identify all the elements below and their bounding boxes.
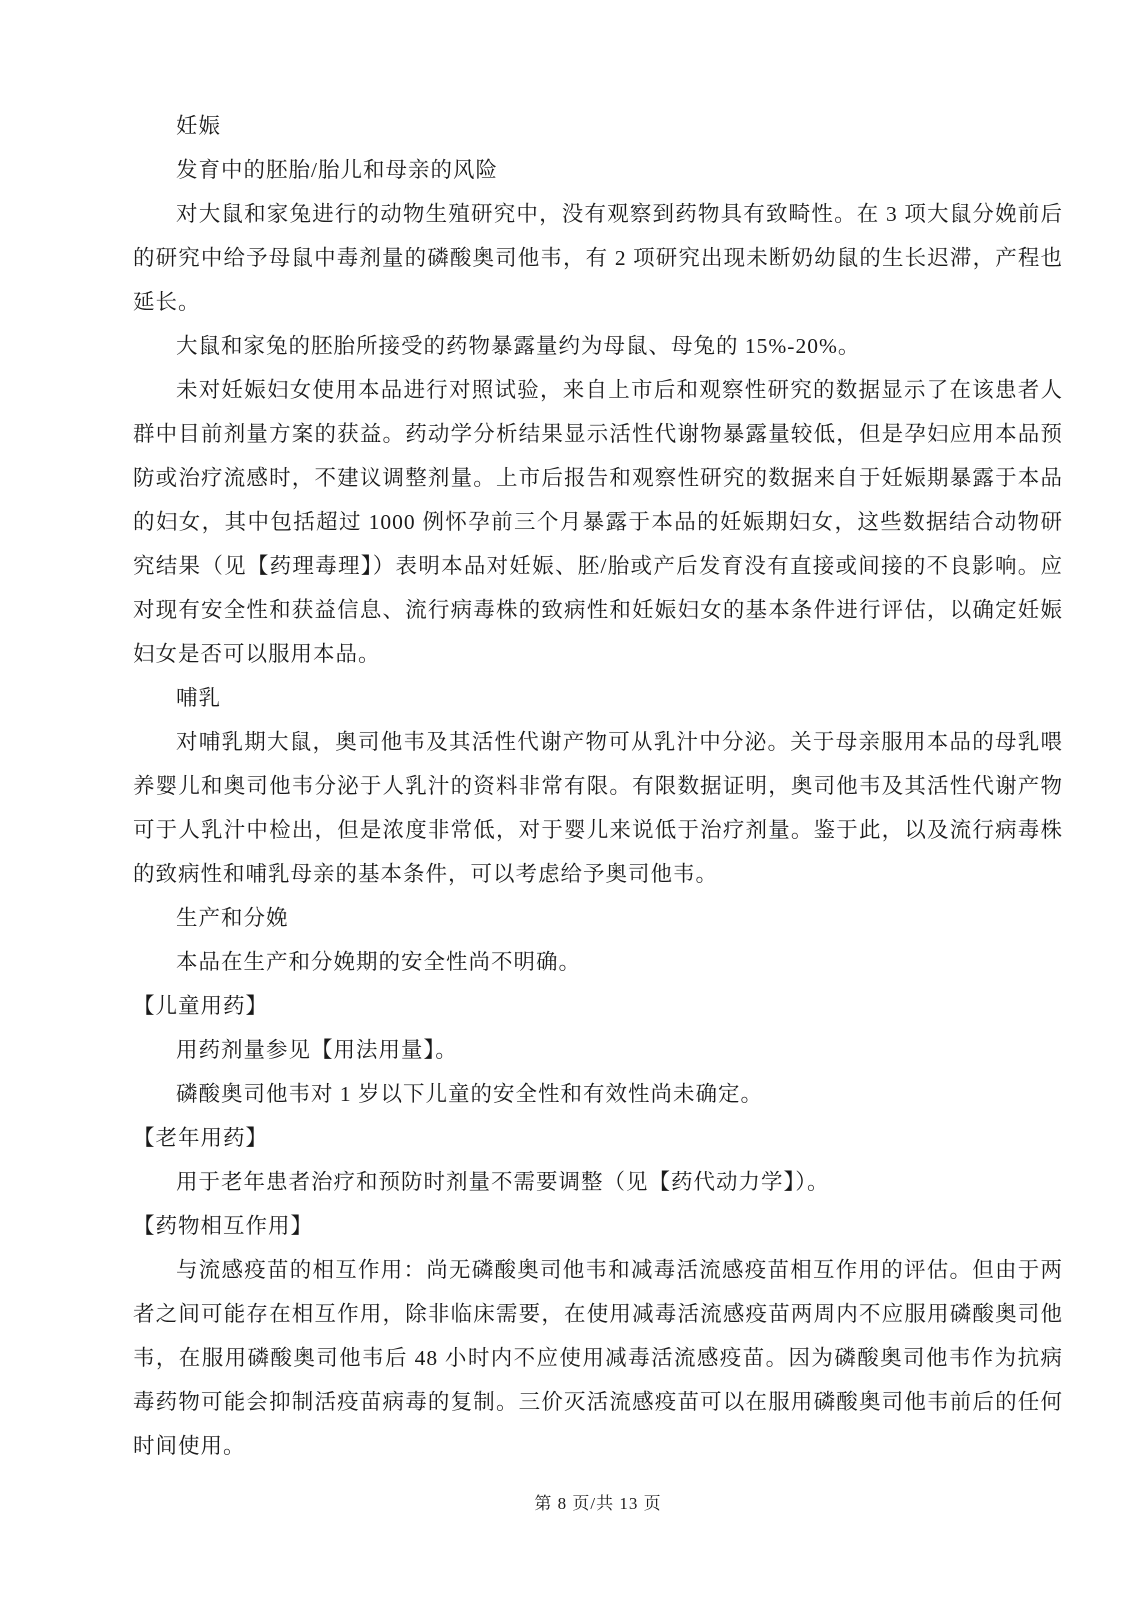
subheading-lactation: 哺乳 (176, 686, 222, 710)
paragraph-lactation-data: 对哺乳期大鼠，奥司他韦及其活性代谢产物可从乳汁中分泌。关于母亲服用本品的母乳喂养婴儿和奥司他韦分泌于人乳汁的资料非常有限。有限数据证明，奥司他韦及其活性代谢产物可于人乳汁中检出，但是浓度非常低，对于婴儿来说低于治疗剂量。鉴于此，以及流行病毒株的致病性和哺乳母亲的基本条件，可以考虑给予奥司他韦。 (133, 730, 1063, 886)
paragraph-pregnant-women-data: 未对妊娠妇女使用本品进行对照试验，来自上市后和观察性研究的数据显示了在该患者人群中目前剂量方案的获益。药动学分析结果显示活性代谢物暴露量较低，但是孕妇应用本品预防或治疗流感时，不建议调整剂量。上市后报告和观察性研究的数据来自于妊娠期暴露于本品的妇女，其中包括超过 1000 例怀孕前三个月暴露于本品的妊娠期妇女，这些数据结合动物研究结果（见【药理毒理】）表明本品对妊娠、胚/胎或产后发育没有直接或间接的不良影响。应对现有安全性和获益信息、流行病毒株的致病性和妊娠妇女的基本条件进行评估，以确定妊娠妇女是否可以服用本品。 (133, 378, 1063, 666)
subheading-pregnancy: 妊娠 (176, 114, 222, 138)
paragraph-pediatric-dosage-ref: 用药剂量参见【用法用量】。 (176, 1038, 458, 1062)
section-heading-geriatric-use: 【老年用药】 (133, 1126, 269, 1150)
page-footer (133, 1488, 1063, 1520)
paragraph-labor-safety: 本品在生产和分娩期的安全性尚不明确。 (176, 950, 582, 974)
paragraph-vaccine-interaction: 与流感疫苗的相互作用：尚无磷酸奥司他韦和减毒活流感疫苗相互作用的评估。但由于两者之间可能存在相互作用，除非临床需要，在使用减毒活流感疫苗两周内不应服用磷酸奥司他韦，在服用磷酸奥司他韦后 48 小时内不应使用减毒活流感疫苗。因为磷酸奥司他韦作为抗病毒药物可能会抑制活疫苗病毒的复制。三价灭活流感疫苗可以在服用磷酸奥司他韦前后的任何时间使用。 (133, 1258, 1063, 1458)
section-heading-pediatric-use: 【儿童用药】 (133, 994, 269, 1018)
document-body (133, 104, 1063, 1468)
page-number: 第 8 页/共 13 页 (534, 1494, 662, 1513)
paragraph-animal-reproduction: 对大鼠和家兔进行的动物生殖研究中，没有观察到药物具有致畸性。在 3 项大鼠分娩前后的研究中给予母鼠中毒剂量的磷酸奥司他韦，有 2 项研究出现未断奶幼鼠的生长迟滞，产程也延长。 (133, 202, 1063, 314)
subheading-labor-delivery: 生产和分娩 (176, 906, 289, 930)
paragraph-geriatric-dose: 用于老年患者治疗和预防时剂量不需要调整（见【药代动力学】）。 (176, 1170, 830, 1194)
paragraph-embryo-exposure: 大鼠和家兔的胚胎所接受的药物暴露量约为母鼠、母兔的 15%-20%。 (176, 334, 861, 358)
section-heading-drug-interactions: 【药物相互作用】 (133, 1214, 314, 1238)
subheading-fetal-maternal-risk: 发育中的胚胎/胎儿和母亲的风险 (176, 158, 498, 182)
paragraph-pediatric-safety: 磷酸奥司他韦对 1 岁以下儿童的安全性和有效性尚未确定。 (176, 1082, 764, 1106)
